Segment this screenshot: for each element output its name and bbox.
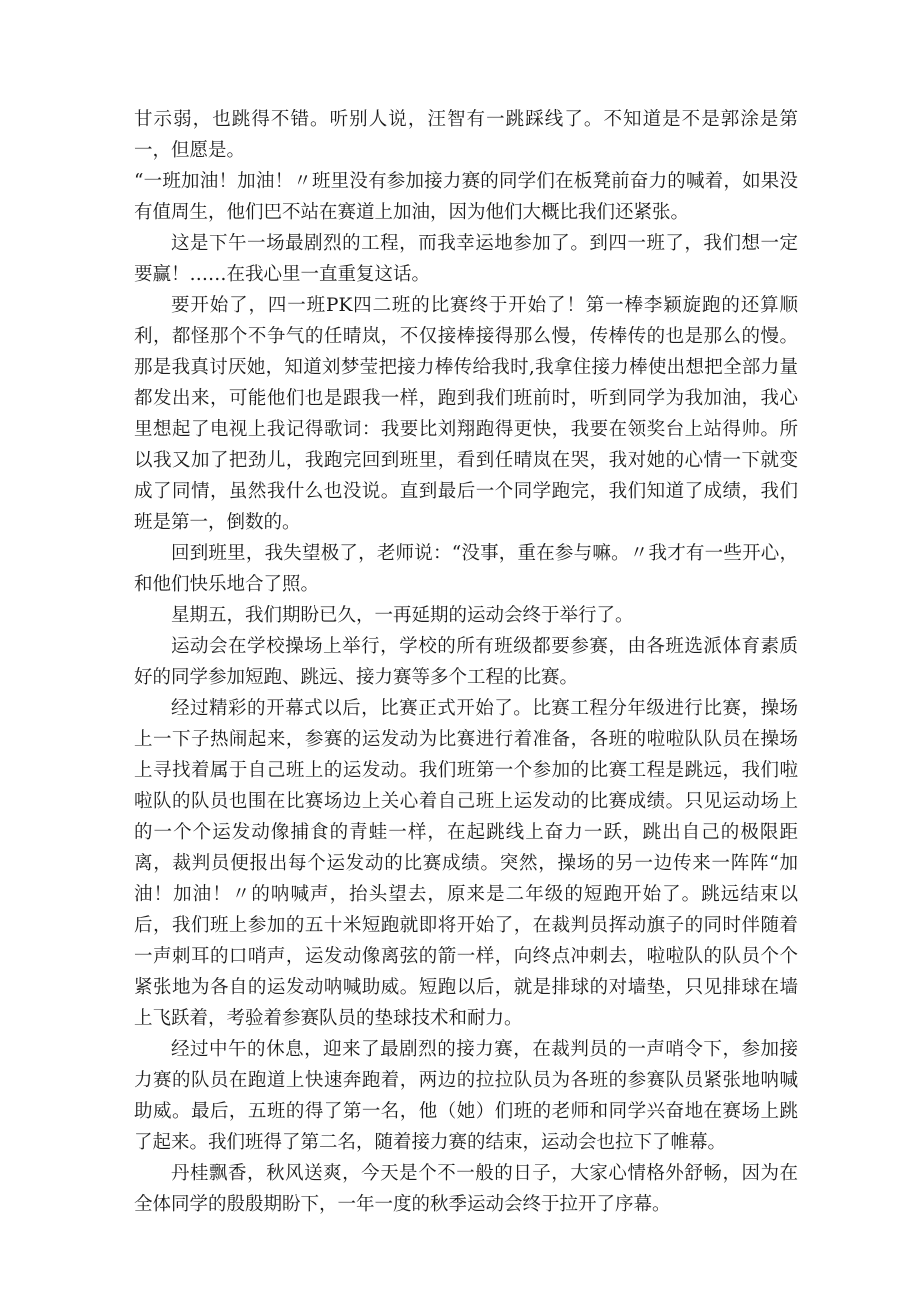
paragraph-10: 丹桂飘香，秋风送爽，今天是个不一般的日子，大家心情格外舒畅，因为在全体同学的殷殷期盼下，一年一度的秋季运动会终于拉开了序幕。 (134, 1163, 798, 1215)
document-body (134, 104, 798, 1220)
paragraph-1: 甘示弱，也跳得不错。听别人说，汪智有一跳踩线了。不知道是不是郭涂是第一，但愿是。 (134, 109, 798, 161)
paragraph-3: 这是下午一场最剧烈的工程，而我幸运地参加了。到四一班了，我们想一定要赢！……在我心里一直重复这话。 (134, 233, 798, 285)
paragraph-8: 经过精彩的开幕式以后，比赛正式开始了。比赛工程分年级进行比赛，操场上一下子热闹起来，参赛的运发动为比赛进行着准备，各班的啦啦队队员在操场上寻找着属于自己班上的运发动。我们班第一个参加的比赛工程是跳远，我们啦啦队的队员也围在比赛场边上关心着自己班上运发动的比赛成绩。只见运动场上的一个个运发动像捕食的青蛙一样，在起跳线上奋力一跃，跳出自己的极限距离，裁判员便报出每个运发动的比赛成绩。突然，操场的另一边传来一阵阵“加油！加油！〃的呐喊声，抬头望去，原来是二年级的短跑开始了。跳远结束以后，我们班上参加的五十米短跑就即将开始了，在裁判员挥动旗子的同时伴随着一声刺耳的口哨声，运发动像离弦的箭一样，向终点冲刺去，啦啦队的队员个个紧张地为各自的运发动呐喊助威。短跑以后，就是排球的对墙垫，只见排球在墙上飞跃着，考验着参赛队员的垫球技术和耐力。 (134, 698, 798, 1029)
paragraph-6: 星期五，我们期盼已久，一再延期的运动会终于举行了。 (171, 605, 634, 626)
paragraph-5: 回到班里，我失望极了，老师说：“没事，重在参与嘛。〃我才有一些开心，和他们快乐地合了照。 (134, 543, 798, 595)
paragraph-9: 经过中午的休息，迎来了最剧烈的接力赛，在裁判员的一声哨令下，参加接力赛的队员在跑道上快速奔跑着，两边的拉拉队员为各班的参赛队员紧张地呐喊助威。最后，五班的得了第一名，他（她）们班的老师和同学兴奋地在赛场上跳了起来。我们班得了第二名，随着接力赛的结束，运动会也拉下了帷幕。 (134, 1039, 798, 1153)
paragraph-2: “一班加油！加油！〃班里没有参加接力赛的同学们在板凳前奋力的喊着，如果没有值周生，他们巴不站在赛道上加油，因为他们大概比我们还紧张。 (134, 171, 798, 223)
paragraph-7: 运动会在学校操场上举行，学校的所有班级都要参赛，由各班选派体育素质好的同学参加短跑、跳远、接力赛等多个工程的比赛。 (134, 636, 798, 688)
paragraph-4: 要开始了，四一班PK四二班的比赛终于开始了！第一棒李颖旋跑的还算顺利，都怪那个不争气的任晴岚，不仅接棒接得那么慢，传棒传的也是那么的慢。那是我真讨厌她，知道刘梦莹把接力棒传给我时,我拿住接力棒使出想把全部力量都发出来，可能他们也是跟我一样，跑到我们班前时，听到同学为我加油，我心里想起了电视上我记得歌词：我要比刘翔跑得更快，我要在领奖台上站得帅。所以我又加了把劲儿，我跑完回到班里，看到任晴岚在哭，我对她的心情一下就变成了同情，虽然我什么也没说。直到最后一个同学跑完，我们知道了成绩，我们班是第一，倒数的。 (134, 295, 798, 533)
